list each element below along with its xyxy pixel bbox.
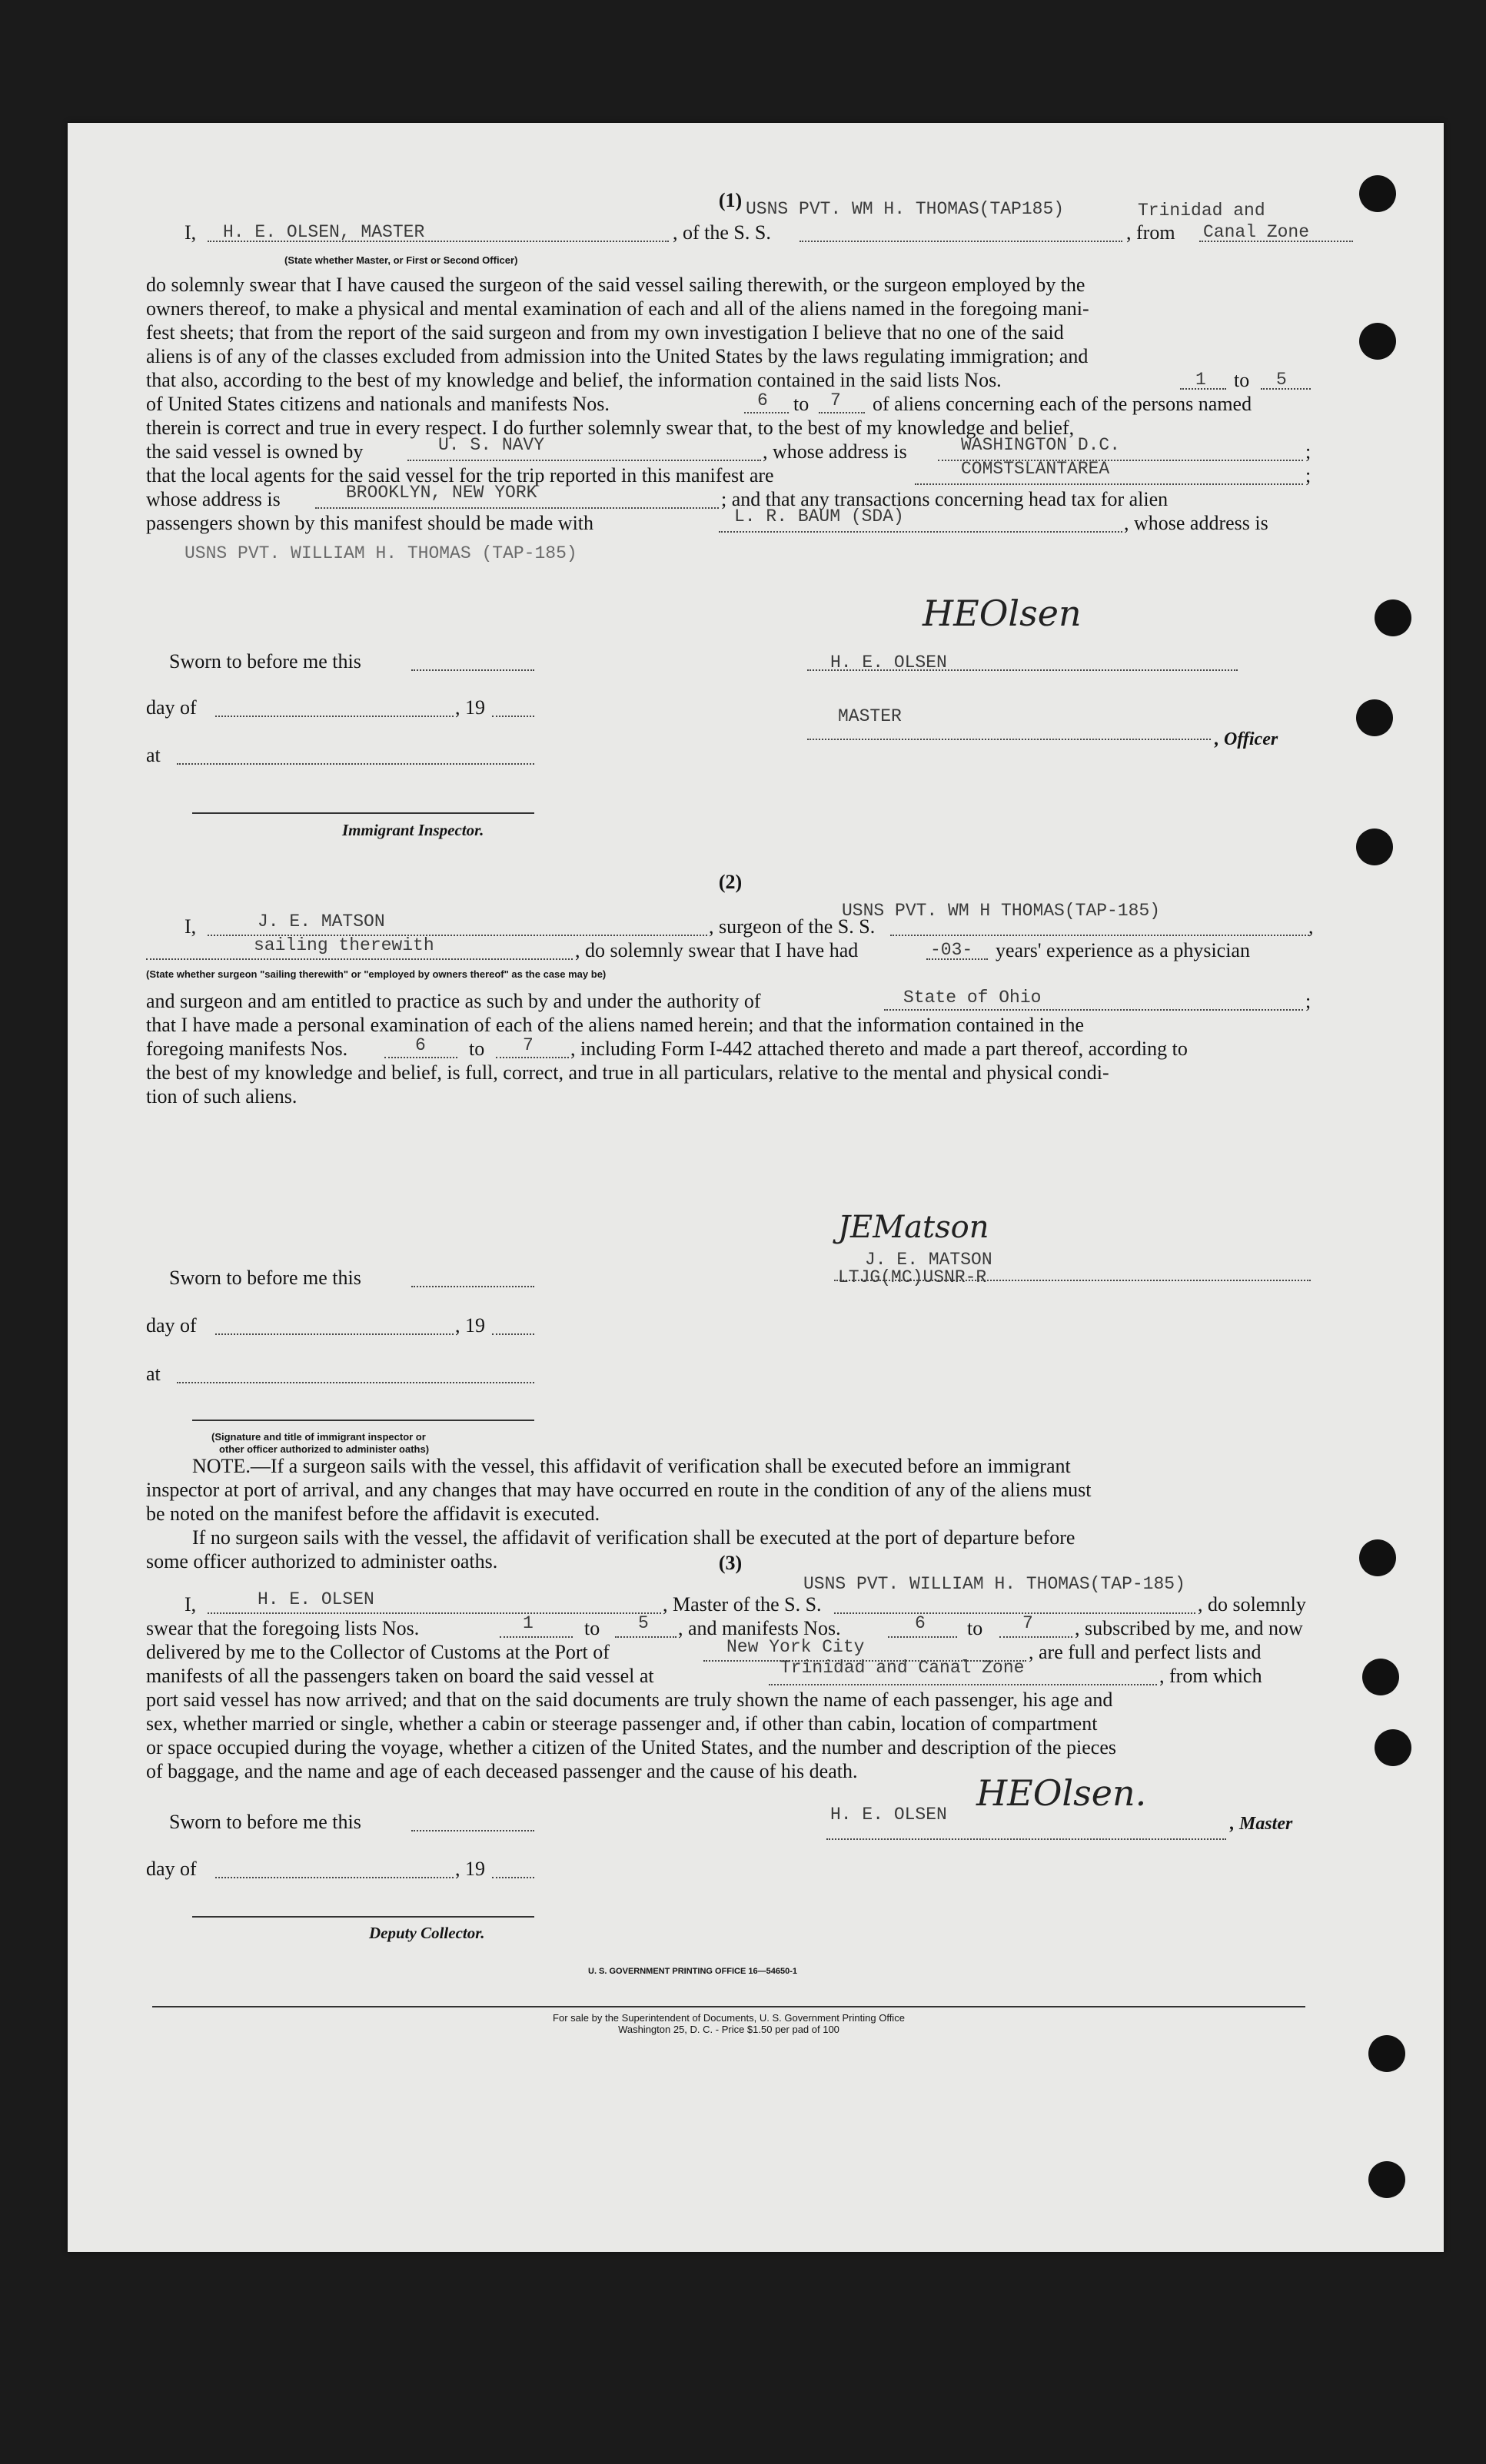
day-of-line: day of , 19 <box>146 1313 1315 1337</box>
master-typed-name: H. E. OLSEN <box>830 653 947 672</box>
authority-line: and surgeon and am entitled to practice as such by and under the authority of State of Ohio ; <box>146 988 1311 1012</box>
punch-hole <box>1356 829 1393 865</box>
deputy-label: Deputy Collector. <box>369 1924 485 1942</box>
punch-hole <box>1368 2035 1405 2072</box>
master-label: , Master <box>1230 1814 1293 1834</box>
sworn-line: Sworn to before me this <box>146 1810 1315 1834</box>
section-number: (3) <box>718 1552 743 1574</box>
sailing-line: sailing therewith , do solemnly swear that I have had -03- years' experience as a physician <box>146 938 1315 962</box>
lists-line: swear that the foregoing lists Nos. 1 to 5 , and manifests Nos. 6 to 7 , subscribed by me, and now <box>146 1613 1303 1639</box>
sworn-date-field[interactable] <box>411 1266 534 1287</box>
master-typed-title: MASTER <box>838 706 902 726</box>
day-of-line: day of , 19 <box>146 696 1315 719</box>
officer-label: , Officer <box>1215 729 1278 749</box>
footer-line-1: For sale by the Superintendent of Documents, U. S. Government Printing Office <box>553 2012 905 2024</box>
rank-note: (State whether Master, or First or Second Officer) <box>284 254 518 266</box>
ship-name-typed: USNS PVT. WM H THOMAS(TAP-185) <box>842 901 1161 921</box>
punch-hole <box>1375 599 1411 636</box>
overtyped-ship-name: USNS PVT. WILLIAM H. THOMAS (TAP-185) <box>185 543 577 563</box>
master-name-typed: H. E. OLSEN, MASTER <box>223 222 425 242</box>
sworn-date-field[interactable] <box>411 649 534 671</box>
master-verification-section: (3) USNS PVT. WILLIAM H. THOMAS(TAP-185) I, H. E. OLSEN , Master of the S. S. , do solemnly swear that the foregoing lists Nos. 1 to 5 , and manifests Nos. 6 to 7 , subscribed by me, and now delivered by me to the Collector of Customs at the Port of New York City , are full and perfect lists and manifests of all the passengers taken on board the said vessel at Trinidad and Canal Zone , from which port said vessel has now arrived; and that on the said documents are truly shown the name of each passenger, his age and sex, whether married or single, whether a cabin or steerage passenger and, if other than cabin, location of compartment or space occupied during the voyage, whether a citizen of the United States, and the number and description of the pieces of baggage, and the name and age of each deceased passenger and the cause of his death. Sworn to before me this day of , 19 Deputy Collector. H. E. OLSEN HEOlsen. , Master U. S. GOVERNMENT PRINTING OFFICE 16—54650-1 <box>146 1551 1315 1783</box>
surgeon-signature: JEMatson <box>838 1210 989 1245</box>
head-tax-line: passengers shown by this manifest should be made with L. R. BAUM (SDA) , whose address is <box>146 506 1268 534</box>
ship-name-field[interactable] <box>890 915 1309 936</box>
agents-line: that the local agents for the said vessel for the trip reported in this manifest are COMSTSLANTAREA ; <box>146 459 1311 486</box>
punch-hole <box>1359 175 1396 212</box>
at-field[interactable] <box>177 743 534 765</box>
sworn-line: Sworn to before me this <box>146 1266 1315 1290</box>
master-line: I, H. E. OLSEN , Master of the S. S. , do solemnly <box>185 1589 1306 1616</box>
agent-address-line: whose address is BROOKLYN, NEW YORK ; and that any transactions concerning head tax for alien <box>146 483 1169 510</box>
surgeon-oath-section <box>146 870 1315 1572</box>
collector-signature-line <box>192 1916 534 1918</box>
inspector-label: Immigrant Inspector. <box>342 821 484 839</box>
oath-paragraph: do solemnly swear that I have caused the surgeon of the said vessel sailing therewith, or the surgeon employed by the owners thereof, to make a physical and mental examination of each and all of the aliens named in the foregoing mani- fest sheets; that from the report of the said surgeon and from my own investigation I believe that no one of the said aliens is of any of the classes excluded from admission into the United States by the laws regulating immigration; and that also, according to the best of my knowledge and belief, the information contained in the said lists Nos. 1 to 5 of United States citizens and nationals and manifests Nos. 6 to 7 of aliens concerning each of the persons named therein is correct and true in every respect. I do further solemnly swear that, to the best of my knowledge and belief, the said vessel is owned by U. S. NAVY , whose address is WASHINGTON D.C. ; that the local agents for the said vessel for the trip reported in this manifest are COMSTSLANTAREA ; whose address is BROOKLYN, NEW YORK ; and that any transactions concerning head tax for alien passengers shown by this manifest should be made with L. R. BAUM (SDA) , whose address is USNS PVT. WILLIAM H. THOMAS (TAP-185) <box>146 273 1315 535</box>
manifests-line: of United States citizens and nationals and manifests Nos. 6 to 7 of aliens concerning each of the persons named <box>146 390 1252 415</box>
punch-hole <box>1368 2161 1405 2198</box>
manifest-sheet <box>68 123 1444 2252</box>
ship-name-typed: USNS PVT. WILLIAM H. THOMAS(TAP-185) <box>803 1574 1185 1594</box>
master-line: I, H. E. OLSEN, MASTER , of the S. S. , from Canal Zone <box>146 221 1315 244</box>
gpo-imprint: U. S. GOVERNMENT PRINTING OFFICE 16—54650-1 <box>588 1967 798 1976</box>
port-line: delivered by me to the Collector of Customs at the Port of New York City , are full and perfect lists and <box>146 1637 1262 1663</box>
master-typed-name: H. E. OLSEN <box>830 1805 947 1825</box>
lists-from-field[interactable] <box>500 1616 573 1638</box>
signature-note-1: (Signature and title of immigrant inspector or <box>211 1431 426 1443</box>
master-signature: HEOlsen <box>923 593 1082 634</box>
footer-line-2: Washington 25, D. C. - Price $1.50 per pad of 100 <box>618 2024 839 2035</box>
surgeon-typed-name: J. E. MATSON <box>865 1250 992 1270</box>
year-field[interactable] <box>492 696 534 717</box>
ship-name-field[interactable] <box>834 1592 1195 1614</box>
day-of-line: day of , 19 <box>146 1857 1315 1881</box>
surgeon-line: I, J. E. MATSON , surgeon of the S. S. , <box>185 912 1314 938</box>
signature-note-2: other officer authorized to administer oaths) <box>219 1443 430 1455</box>
master-oath-section <box>146 188 1315 839</box>
lists-line: that also, according to the best of my knowledge and belief, the information contained in the said lists Nos. 1 to 5 <box>146 368 1315 392</box>
day-of-field[interactable] <box>215 1857 454 1878</box>
section-number: (1) <box>718 189 743 211</box>
master-signature: HEOlsen. <box>976 1772 1147 1814</box>
at-line: at <box>146 1362 1315 1386</box>
year-field[interactable] <box>492 1313 534 1335</box>
at-field[interactable] <box>177 1362 534 1383</box>
inspector-signature-line <box>192 812 534 814</box>
footer <box>152 2012 1305 2035</box>
ship-name-field[interactable] <box>800 221 1122 242</box>
punch-hole <box>1362 1659 1399 1695</box>
at-line: at <box>146 743 1315 767</box>
sworn-line: Sworn to before me this <box>146 649 1315 673</box>
punch-hole <box>1375 1729 1411 1766</box>
owner-line: the said vessel is owned by U. S. NAVY , whose address is WASHINGTON D.C. ; <box>146 435 1311 463</box>
from-place-typed-2: Canal Zone <box>1203 222 1310 242</box>
manifests-line: foregoing manifests Nos. 6 to 7 , including Form I-442 attached thereto and made a part thereof, according to <box>146 1035 1188 1060</box>
sworn-date-field[interactable] <box>411 1810 534 1831</box>
note-label: NOTE. <box>192 1455 251 1477</box>
note-paragraph: NOTE.—If a surgeon sails with the vessel, this affidavit of verification shall be executed before an immigrant inspector at port of arrival, and any changes that may have occurred en route in the condition of any of the aliens must be noted on the manifest before the affidavit is executed. If no surgeon sails with the vessel, the affidavit of verification shall be executed at the port of departure before some officer authorized to administer oaths. <box>146 1455 1092 1572</box>
surgeon-typed-rank: LTJG(MC)USNR-R <box>838 1267 987 1287</box>
from-place-typed: Trinidad and <box>1138 201 1265 221</box>
day-of-field[interactable] <box>215 696 454 717</box>
day-of-field[interactable] <box>215 1313 454 1335</box>
manifests-to-field[interactable] <box>999 1616 1072 1638</box>
punch-hole <box>1359 323 1396 360</box>
sailing-note: (State whether surgeon "sailing therewith" or "employed by owners thereof" as the case may be) <box>146 968 607 980</box>
punch-hole <box>1356 699 1393 736</box>
surgeon-paragraph: and surgeon and am entitled to practice as such by and under the authority of State of Ohio ; that I have made a personal examination of each of the aliens named herein; and that the information contained in the foregoing manifests Nos. 6 to 7 , including Form I-442 attached thereto and made a part thereof, according to the best of my knowledge and belief, is full, correct, and true in all particulars, relative to the mental and physical condi- tion of such aliens. <box>146 989 1315 1108</box>
section-number: (2) <box>718 871 743 893</box>
footer-rule <box>152 2006 1305 2007</box>
officer-signature-line <box>192 1420 534 1421</box>
manifests-to-field[interactable] <box>819 392 865 413</box>
boarded-line: manifests of all the passengers taken on board the said vessel at Trinidad and Canal Zone , from which <box>146 1658 1262 1687</box>
ship-name-typed: USNS PVT. WM H. THOMAS(TAP185) <box>746 199 1065 219</box>
punch-hole <box>1359 1539 1396 1576</box>
year-field[interactable] <box>492 1857 534 1878</box>
